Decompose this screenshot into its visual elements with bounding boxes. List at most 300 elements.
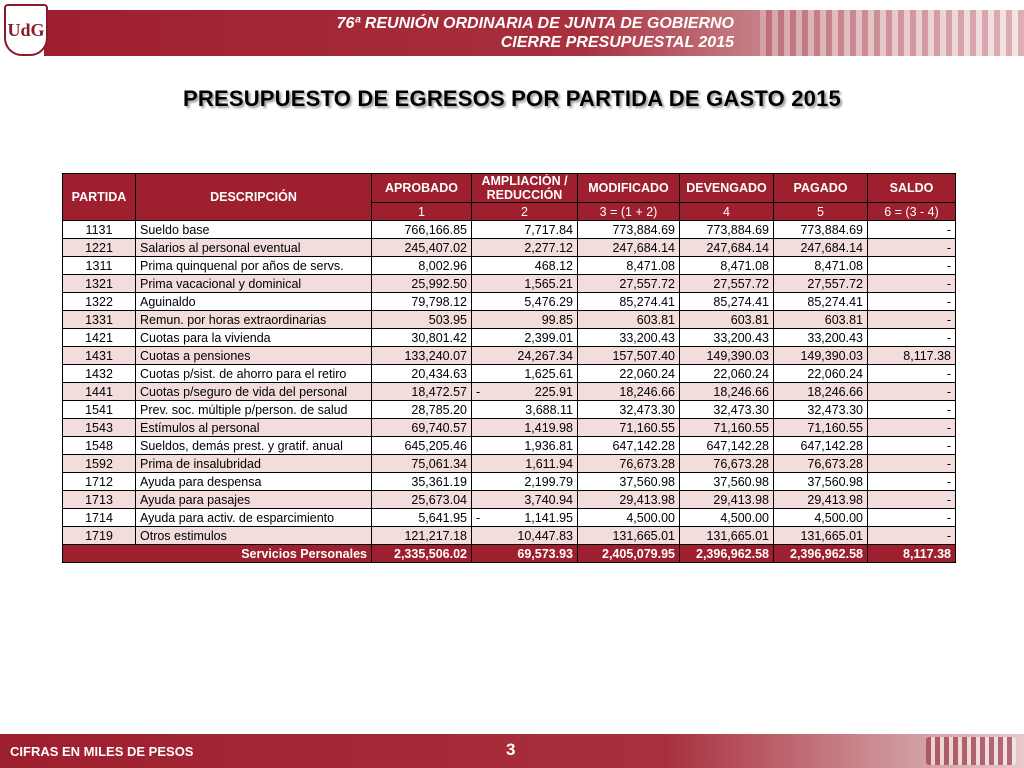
devengado-cell — [680, 365, 774, 383]
partida-cell — [63, 293, 136, 311]
saldo-cell-value: - — [946, 474, 951, 489]
pagado-cell — [774, 347, 868, 365]
total-devengado: 2,396,962.58 — [680, 545, 774, 563]
devengado-cell-value: 247,684.14 — [706, 240, 769, 255]
modificado-cell-value: 37,560.98 — [619, 474, 675, 489]
aprobado-cell — [372, 473, 472, 491]
total-modificado: 2,405,079.95 — [578, 545, 680, 563]
table-row — [63, 491, 956, 509]
table-row — [63, 473, 956, 491]
saldo-cell — [868, 401, 956, 419]
aprobado-cell-value: 8,002.96 — [418, 258, 467, 273]
saldo-cell-value: - — [946, 510, 951, 525]
aprobado-cell-value: 133,240.07 — [404, 348, 467, 363]
modificado-cell-value: 247,684.14 — [612, 240, 675, 255]
devengado-cell — [680, 293, 774, 311]
ampliacion-cell-value: 1,419.98 — [524, 420, 573, 435]
descripcion-cell — [136, 401, 372, 419]
total-aprobado: 2,335,506.02 — [372, 545, 472, 563]
ampliacion-cell-value: 7,717.84 — [524, 222, 573, 237]
ampliacion-cell-value: 3,688.11 — [525, 402, 573, 417]
partida-cell-value: 1441 — [85, 384, 113, 399]
aprobado-cell-value: 766,166.85 — [404, 222, 467, 237]
page-number: 3 — [506, 740, 516, 759]
ampliacion-cell — [472, 401, 578, 419]
col-header-aprobado: APROBADO — [372, 174, 472, 203]
devengado-cell — [680, 473, 774, 491]
saldo-cell-value: - — [946, 402, 951, 417]
devengado-cell-value: 131,665.01 — [706, 528, 769, 543]
modificado-cell-value: 131,665.01 — [612, 528, 675, 543]
ampliacion-cell-value: 1,936.81 — [524, 438, 573, 453]
ampliacion-cell — [472, 293, 578, 311]
ampliacion-cell — [472, 419, 578, 437]
modificado-cell — [578, 293, 680, 311]
devengado-cell-value: 27,557.72 — [713, 276, 769, 291]
partida-cell — [63, 365, 136, 383]
table-row — [63, 383, 956, 401]
aprobado-cell — [372, 437, 472, 455]
aprobado-cell — [372, 239, 472, 257]
descripcion-cell-value: Estímulos al personal — [140, 420, 260, 435]
header-row — [63, 174, 956, 203]
modificado-cell-value: 18,246.66 — [619, 384, 675, 399]
devengado-cell — [680, 491, 774, 509]
aprobado-cell — [372, 347, 472, 365]
table-row — [63, 509, 956, 527]
modificado-cell — [578, 527, 680, 545]
pagado-cell — [774, 401, 868, 419]
col-header-partida: PARTIDA — [63, 174, 136, 221]
descripcion-cell-value: Sueldo base — [140, 222, 210, 237]
partida-cell-value: 1432 — [85, 366, 113, 381]
saldo-cell — [868, 311, 956, 329]
descripcion-cell — [136, 275, 372, 293]
saldo-cell-value: - — [946, 240, 951, 255]
devengado-cell-value: 76,673.28 — [713, 456, 769, 471]
saldo-cell-value: - — [946, 276, 951, 291]
saldo-cell — [868, 365, 956, 383]
aprobado-cell-value: 5,641.95 — [418, 510, 467, 525]
descripcion-cell-value: Otros estimulos — [140, 528, 227, 543]
partida-cell — [63, 491, 136, 509]
aprobado-cell-value: 25,992.50 — [411, 276, 467, 291]
saldo-cell — [868, 293, 956, 311]
modificado-cell-value: 647,142.28 — [612, 438, 675, 453]
partida-cell-value: 1714 — [85, 510, 113, 525]
saldo-cell — [868, 329, 956, 347]
descripcion-cell — [136, 239, 372, 257]
aprobado-cell — [372, 293, 472, 311]
partida-cell-value: 1548 — [85, 438, 113, 453]
ampliacion-cell — [472, 329, 578, 347]
saldo-cell — [868, 275, 956, 293]
pagado-cell-value: 85,274.41 — [807, 294, 863, 309]
descripcion-cell-value: Ayuda para pasajes — [140, 492, 251, 507]
aprobado-cell-value: 503.95 — [428, 312, 467, 327]
col-number-aprobado: 1 — [372, 203, 472, 221]
table-row — [63, 239, 956, 257]
pagado-cell-value: 27,557.72 — [807, 276, 863, 291]
table-row — [63, 329, 956, 347]
descripcion-cell — [136, 437, 372, 455]
saldo-cell-value: - — [946, 528, 951, 543]
partida-cell-value: 1713 — [85, 492, 113, 507]
modificado-cell-value: 29,413.98 — [619, 492, 675, 507]
ampliacion-cell — [472, 383, 578, 401]
pagado-cell-value: 33,200.43 — [807, 330, 863, 345]
col-number-devengado: 4 — [680, 203, 774, 221]
partida-cell-value: 1541 — [85, 402, 113, 417]
partida-cell-value: 1311 — [85, 258, 113, 273]
ampliacion-cell-value: 1,141.95 — [524, 510, 573, 525]
partida-cell-value: 1221 — [85, 240, 113, 255]
modificado-cell-value: 33,200.43 — [619, 330, 675, 345]
devengado-cell-value: 773,884.69 — [706, 222, 769, 237]
pagado-cell-value: 131,665.01 — [800, 528, 863, 543]
ampliacion-cell — [472, 221, 578, 239]
ampliacion-cell-value: 3,740.94 — [524, 492, 573, 507]
modificado-cell-value: 8,471.08 — [626, 258, 675, 273]
university-logo: UdG — [4, 4, 48, 56]
devengado-cell-value: 32,473.30 — [713, 402, 769, 417]
header-title-line2: CIERRE PRESUPUESTAL 2015 — [500, 34, 734, 51]
aprobado-cell — [372, 329, 472, 347]
descripcion-cell — [136, 311, 372, 329]
modificado-cell — [578, 347, 680, 365]
pagado-cell — [774, 257, 868, 275]
descripcion-cell-value: Salarios al personal eventual — [140, 240, 301, 255]
modificado-cell — [578, 401, 680, 419]
ampliacion-cell — [472, 437, 578, 455]
saldo-cell — [868, 257, 956, 275]
total-row — [63, 545, 956, 563]
aprobado-cell — [372, 365, 472, 383]
modificado-cell — [578, 509, 680, 527]
descripcion-cell — [136, 491, 372, 509]
aprobado-cell — [372, 527, 472, 545]
partida-cell — [63, 401, 136, 419]
partida-cell-value: 1712 — [85, 474, 113, 489]
partida-cell — [63, 419, 136, 437]
partida-cell — [63, 437, 136, 455]
footer-building-graphic — [926, 737, 1016, 765]
pagado-cell-value: 18,246.66 — [807, 384, 863, 399]
devengado-cell — [680, 383, 774, 401]
table-row — [63, 257, 956, 275]
modificado-cell-value: 85,274.41 — [619, 294, 675, 309]
table-row — [63, 311, 956, 329]
aprobado-cell-value: 30,801.42 — [411, 330, 467, 345]
col-number-ampliacion: 2 — [472, 203, 578, 221]
ampliacion-cell — [472, 509, 578, 527]
pagado-cell — [774, 437, 868, 455]
ampliacion-cell-value: 10,447.83 — [517, 528, 573, 543]
col-number-pagado: 5 — [774, 203, 868, 221]
aprobado-cell — [372, 491, 472, 509]
pagado-cell-value: 22,060.24 — [807, 366, 863, 381]
pagado-cell — [774, 527, 868, 545]
partida-cell-value: 1322 — [85, 294, 113, 309]
partida-cell — [63, 221, 136, 239]
pagado-cell — [774, 311, 868, 329]
descripcion-cell — [136, 365, 372, 383]
descripcion-cell — [136, 383, 372, 401]
ampliacion-cell-value: 99.85 — [541, 312, 573, 327]
ampliacion-cell-value: 225.91 — [534, 384, 573, 399]
descripcion-cell — [136, 527, 372, 545]
header-title-line1: 76ª REUNIÓN ORDINARIA DE JUNTA DE GOBIERNO — [336, 15, 734, 32]
pagado-cell — [774, 239, 868, 257]
descripcion-cell-value: Prev. soc. múltiple p/person. de salud — [140, 402, 348, 417]
descripcion-cell-value: Aguinaldo — [140, 294, 196, 309]
devengado-cell — [680, 221, 774, 239]
ampliacion-cell — [472, 239, 578, 257]
modificado-cell-value: 76,673.28 — [619, 456, 675, 471]
modificado-cell-value: 32,473.30 — [619, 402, 675, 417]
modificado-cell — [578, 329, 680, 347]
partida-cell-value: 1431 — [85, 348, 113, 363]
pagado-cell-value: 76,673.28 — [807, 456, 863, 471]
descripcion-cell — [136, 509, 372, 527]
modificado-cell — [578, 257, 680, 275]
ampliacion-cell — [472, 527, 578, 545]
aprobado-cell-value: 121,217.18 — [404, 528, 467, 543]
devengado-cell — [680, 401, 774, 419]
footer-note: CIFRAS EN MILES DE PESOS — [10, 744, 194, 759]
pagado-cell-value: 773,884.69 — [800, 222, 863, 237]
modificado-cell — [578, 275, 680, 293]
modificado-cell-value: 71,160.55 — [619, 420, 675, 435]
table-row — [63, 347, 956, 365]
col-header-ampliacion-line1: AMPLIACIÓN / — [481, 174, 568, 188]
partida-cell — [63, 455, 136, 473]
descripcion-cell — [136, 221, 372, 239]
pagado-cell — [774, 293, 868, 311]
ampliacion-cell — [472, 473, 578, 491]
devengado-cell-value: 4,500.00 — [720, 510, 769, 525]
partida-cell — [63, 473, 136, 491]
pagado-cell — [774, 365, 868, 383]
devengado-cell — [680, 347, 774, 365]
modificado-cell — [578, 239, 680, 257]
modificado-cell — [578, 365, 680, 383]
total-label: Servicios Personales — [63, 545, 372, 563]
ampliacion-cell-value: 5,476.29 — [524, 294, 573, 309]
aprobado-cell-value: 35,361.19 — [411, 474, 467, 489]
pagado-cell-value: 29,413.98 — [807, 492, 863, 507]
table-row — [63, 275, 956, 293]
aprobado-cell-value: 79,798.12 — [411, 294, 467, 309]
partida-cell-value: 1131 — [85, 222, 113, 237]
col-number-saldo: 6 = (3 - 4) — [868, 203, 956, 221]
table-row — [63, 527, 956, 545]
header-building-graphic — [760, 10, 1024, 56]
devengado-cell-value: 149,390.03 — [706, 348, 769, 363]
descripcion-cell — [136, 293, 372, 311]
partida-cell — [63, 527, 136, 545]
modificado-cell — [578, 383, 680, 401]
partida-cell-value: 1719 — [85, 528, 113, 543]
pagado-cell-value: 32,473.30 — [807, 402, 863, 417]
descripcion-cell-value: Prima de insalubridad — [140, 456, 261, 471]
devengado-cell — [680, 437, 774, 455]
partida-cell — [63, 239, 136, 257]
footer — [0, 734, 1024, 768]
total-pagado: 2,396,962.58 — [774, 545, 868, 563]
descripcion-cell — [136, 455, 372, 473]
ampliacion-cell-value: 468.12 — [534, 258, 573, 273]
devengado-cell — [680, 257, 774, 275]
negative-sign: - — [476, 510, 481, 525]
devengado-cell-value: 647,142.28 — [706, 438, 769, 453]
descripcion-cell-value: Ayuda para activ. de esparcimiento — [140, 510, 335, 525]
col-header-ampliacion-line2: REDUCCIÓN — [486, 188, 563, 202]
col-header-ampliacion — [472, 174, 578, 203]
ampliacion-cell-value: 24,267.34 — [517, 348, 573, 363]
devengado-cell-value: 8,471.08 — [720, 258, 769, 273]
ampliacion-cell — [472, 257, 578, 275]
descripcion-cell-value: Prima quinquenal por años de servs. — [140, 258, 344, 273]
col-header-pagado: PAGADO — [774, 174, 868, 203]
modificado-cell-value: 773,884.69 — [612, 222, 675, 237]
pagado-cell-value: 4,500.00 — [814, 510, 863, 525]
ampliacion-cell — [472, 275, 578, 293]
ampliacion-cell — [472, 365, 578, 383]
aprobado-cell-value: 28,785.20 — [411, 402, 467, 417]
modificado-cell — [578, 221, 680, 239]
table-body — [63, 221, 956, 545]
saldo-cell-value: - — [946, 222, 951, 237]
ampliacion-cell — [472, 455, 578, 473]
descripcion-cell-value: Prima vacacional y dominical — [140, 276, 302, 291]
ampliacion-cell — [472, 311, 578, 329]
devengado-cell-value: 29,413.98 — [713, 492, 769, 507]
devengado-cell — [680, 311, 774, 329]
pagado-cell-value: 8,471.08 — [814, 258, 863, 273]
devengado-cell-value: 71,160.55 — [713, 420, 769, 435]
saldo-cell-value: - — [946, 258, 951, 273]
aprobado-cell-value: 20,434.63 — [411, 366, 467, 381]
aprobado-cell-value: 75,061.34 — [411, 456, 467, 471]
pagado-cell — [774, 509, 868, 527]
partida-cell-value: 1543 — [85, 420, 113, 435]
saldo-cell — [868, 473, 956, 491]
ampliacion-cell-value: 2,399.01 — [524, 330, 573, 345]
descripcion-cell-value: Cuotas p/seguro de vida del personal — [140, 384, 348, 399]
total-saldo: 8,117.38 — [868, 545, 956, 563]
descripcion-cell-value: Remun. por horas extraordinarias — [140, 312, 327, 327]
partida-cell — [63, 329, 136, 347]
modificado-cell-value: 4,500.00 — [626, 510, 675, 525]
saldo-cell — [868, 383, 956, 401]
ampliacion-cell — [472, 347, 578, 365]
saldo-cell — [868, 527, 956, 545]
aprobado-cell-value: 25,673.04 — [411, 492, 467, 507]
devengado-cell — [680, 527, 774, 545]
pagado-cell-value: 247,684.14 — [800, 240, 863, 255]
aprobado-cell-value: 69,740.57 — [411, 420, 467, 435]
aprobado-cell — [372, 221, 472, 239]
descripcion-cell-value: Cuotas para la vivienda — [140, 330, 271, 345]
table-row — [63, 437, 956, 455]
aprobado-cell — [372, 257, 472, 275]
aprobado-cell-value: 18,472.57 — [411, 384, 467, 399]
aprobado-cell — [372, 455, 472, 473]
modificado-cell-value: 603.81 — [636, 312, 675, 327]
budget-table — [62, 173, 956, 563]
devengado-cell-value: 33,200.43 — [713, 330, 769, 345]
page-title: PRESUPUESTO DE EGRESOS POR PARTIDA DE GASTO 2015 — [183, 86, 841, 111]
negative-sign: - — [476, 384, 481, 399]
devengado-cell — [680, 239, 774, 257]
table-row — [63, 293, 956, 311]
table-row — [63, 365, 956, 383]
partida-cell — [63, 257, 136, 275]
ampliacion-cell — [472, 491, 578, 509]
saldo-cell — [868, 419, 956, 437]
modificado-cell — [578, 491, 680, 509]
saldo-cell — [868, 509, 956, 527]
pagado-cell-value: 603.81 — [824, 312, 863, 327]
saldo-cell-value: - — [946, 330, 951, 345]
table-row — [63, 221, 956, 239]
modificado-cell — [578, 419, 680, 437]
saldo-cell-value: - — [946, 456, 951, 471]
saldo-cell — [868, 491, 956, 509]
aprobado-cell — [372, 401, 472, 419]
pagado-cell — [774, 419, 868, 437]
aprobado-cell-value: 645,205.46 — [404, 438, 467, 453]
saldo-cell — [868, 437, 956, 455]
modificado-cell — [578, 455, 680, 473]
ampliacion-cell-value: 1,611.94 — [525, 456, 573, 471]
aprobado-cell — [372, 509, 472, 527]
saldo-cell-value: - — [946, 294, 951, 309]
aprobado-cell — [372, 419, 472, 437]
modificado-cell — [578, 473, 680, 491]
devengado-cell-value: 85,274.41 — [713, 294, 769, 309]
aprobado-cell — [372, 275, 472, 293]
pagado-cell — [774, 491, 868, 509]
aprobado-cell — [372, 383, 472, 401]
saldo-cell-value: - — [946, 492, 951, 507]
partida-cell — [63, 311, 136, 329]
saldo-cell-value: - — [946, 384, 951, 399]
col-header-devengado: DEVENGADO — [680, 174, 774, 203]
partida-cell-value: 1331 — [85, 312, 113, 327]
modificado-cell — [578, 311, 680, 329]
header — [0, 0, 1024, 60]
devengado-cell — [680, 509, 774, 527]
total-ampliacion: 69,573.93 — [472, 545, 578, 563]
descripcion-cell — [136, 257, 372, 275]
partida-cell — [63, 347, 136, 365]
partida-cell — [63, 509, 136, 527]
pagado-cell — [774, 329, 868, 347]
devengado-cell-value: 603.81 — [730, 312, 769, 327]
saldo-cell — [868, 455, 956, 473]
col-header-modificado: MODIFICADO — [578, 174, 680, 203]
modificado-cell-value: 27,557.72 — [619, 276, 675, 291]
modificado-cell-value: 22,060.24 — [619, 366, 675, 381]
saldo-cell-value: - — [946, 366, 951, 381]
col-header-descripcion: DESCRIPCIÓN — [136, 174, 372, 221]
modificado-cell — [578, 437, 680, 455]
aprobado-cell-value: 245,407.02 — [404, 240, 467, 255]
saldo-cell-value: 8,117.38 — [903, 348, 951, 363]
pagado-cell-value: 647,142.28 — [800, 438, 863, 453]
